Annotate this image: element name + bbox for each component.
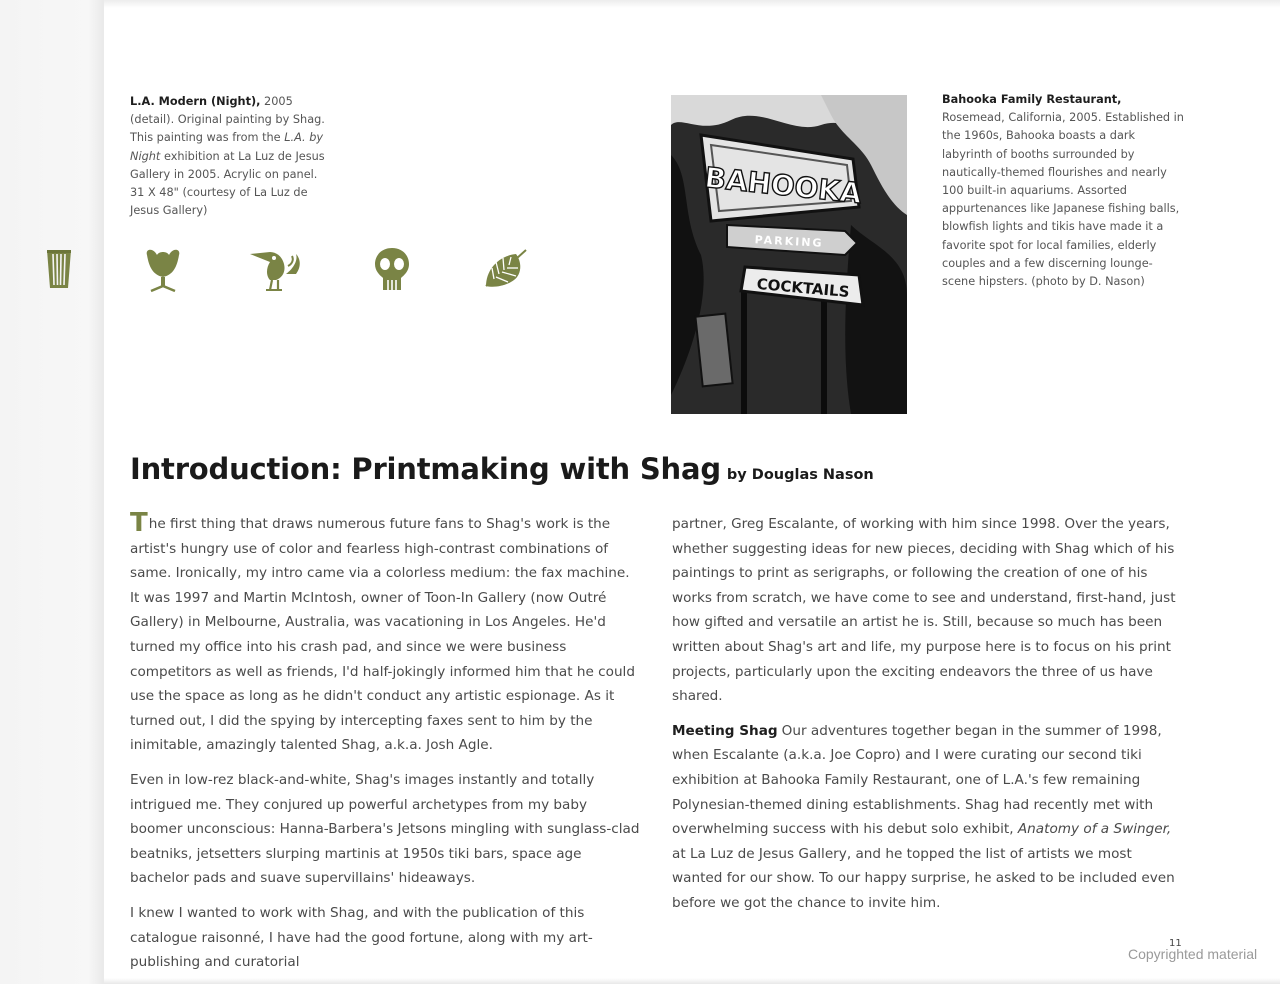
paragraph-2: Even in low-rez black-and-white, Shag's images instantly and totally intrigued me. They conjured up powerful archetypes from my baby boomer unconscious: Hanna-Barbera's Jetsons mingling with sunglass-clad beatniks, jetsetters slurping martinis at 1950s tiki bars, space age bachelor pads and suave supervillains' hideaways. [130,771,640,887]
sign-cocktails-text: COCKTAILS [755,274,851,302]
article-byline: by Douglas Nason [726,467,874,483]
paragraph-1 [130,508,642,758]
sign-bahooka-text: BAHOOKA [703,160,864,211]
article-column-left [130,508,642,985]
palm-leaf-icon [484,248,528,288]
bird-icon [248,246,304,294]
paragraph-4: partner, Greg Escalante, of working with him since 1998. Over the years, whether suggesting ideas for new pieces, deciding with Shag which of his paintings to print as serigraphs, or following the creation of one of his works from scratch, we have come to see and understand, first-hand, just how gifted and versatile an artist he is. Still, because so much has been written about Shag's art and life, my purpose here is to focus on his print projects, particularly upon the exciting endeavors the three of us have shared. [672,516,1176,705]
article-heading [130,452,874,486]
caption-la-modern-post: exhibition at La Luz de Jesus Gallery in 2005. Acrylic on panel. 31 X 48" (courtesy of La Luz de Jesus Gallery) [130,149,325,218]
subhead-meeting-shag: Meeting Shag [672,722,778,739]
bahooka-sign-illustration [671,95,907,414]
page-number: 11 [1169,938,1182,949]
article-column-right [672,512,1184,926]
egg-chair-icon [143,247,183,295]
article-title: Introduction: Printmaking with Shag [130,452,721,486]
paragraph-5-italic: Anatomy of a Swinger, [1017,821,1172,838]
caption-la-modern [130,93,335,220]
tiki-mug-icon [45,248,73,290]
caption-bahooka-body: Rosemead, California, 2005. Established in the 1960s, Bahooka boasts a dark labyrinth of booths surrounded by nautically-themed flourishes and nearly 100 built-in aquariums. Assorted appurtenances like Japanese fishing balls, blowfish lights and tikis have made it a favorite spot for local families, elderly couples and a few discerning lounge-scene hipsters. (photo by D. Nason) [942,111,1184,289]
caption-bahooka-title: Bahooka Family Restaurant, [942,93,1122,106]
drop-cap: T [130,508,148,538]
page-top-edge [104,0,1280,8]
paragraph-5 [672,719,1184,916]
paragraph-5-post: at La Luz de Jesus Gallery, and he topped the list of artists we most wanted for our show. To our happy surprise, he asked to be included even before we got the chance to invite him. [672,845,1175,911]
page-gutter [0,0,104,984]
caption-la-modern-title: L.A. Modern (Night), [130,95,261,108]
caption-la-modern-exhibition: L.A. by Night [130,131,324,163]
paragraph-1-text: he first thing that draws numerous future fans to Shag's work is the artist's hungry use of color and fearless high-contrast combinations of same. Ironically, my intro came via a colorless medium: the fax machine. It was 1997 and Martin McIntosh, owner of Toon-In Gallery (now Outré Gallery) in Melbourne, Australia, was vacationing in Los Angeles. He'd turned my office into his crash pad, and since we were business competitors as well as friends, I'd half-jokingly informed him that he could use the space as long as he didn't conduct any artistic espionage. As it turned out, I did the spying by intercepting faxes sent to him by the inimitable, amazingly talented Shag, a.k.a. Josh Agle. [130,516,635,754]
sign-parking-text: PARKING [754,233,824,250]
caption-bahooka [942,91,1184,291]
bahooka-photo [671,95,907,414]
copyright-watermark: Copyrighted material [1128,946,1258,962]
paragraph-3: I knew I wanted to work with Shag, and with the publication of this catalogue raisonné, I have had the good fortune, along with my art-publishing and curatorial [130,904,593,971]
caption-la-modern-pre: 2005 (detail). Original painting by Shag. This painting was from the [130,95,325,145]
skull-icon [373,246,411,292]
paragraph-5-pre: Our adventures together began in the summer of 1998, when Escalante (a.k.a. Joe Copro) and I were curating our second tiki exhibition at Bahooka Family Restaurant, one of L.A.'s few remaining Polynesian-themed dining establishments. Shag had recently met with overwhelming success with his debut solo exhibit, [672,722,1162,838]
